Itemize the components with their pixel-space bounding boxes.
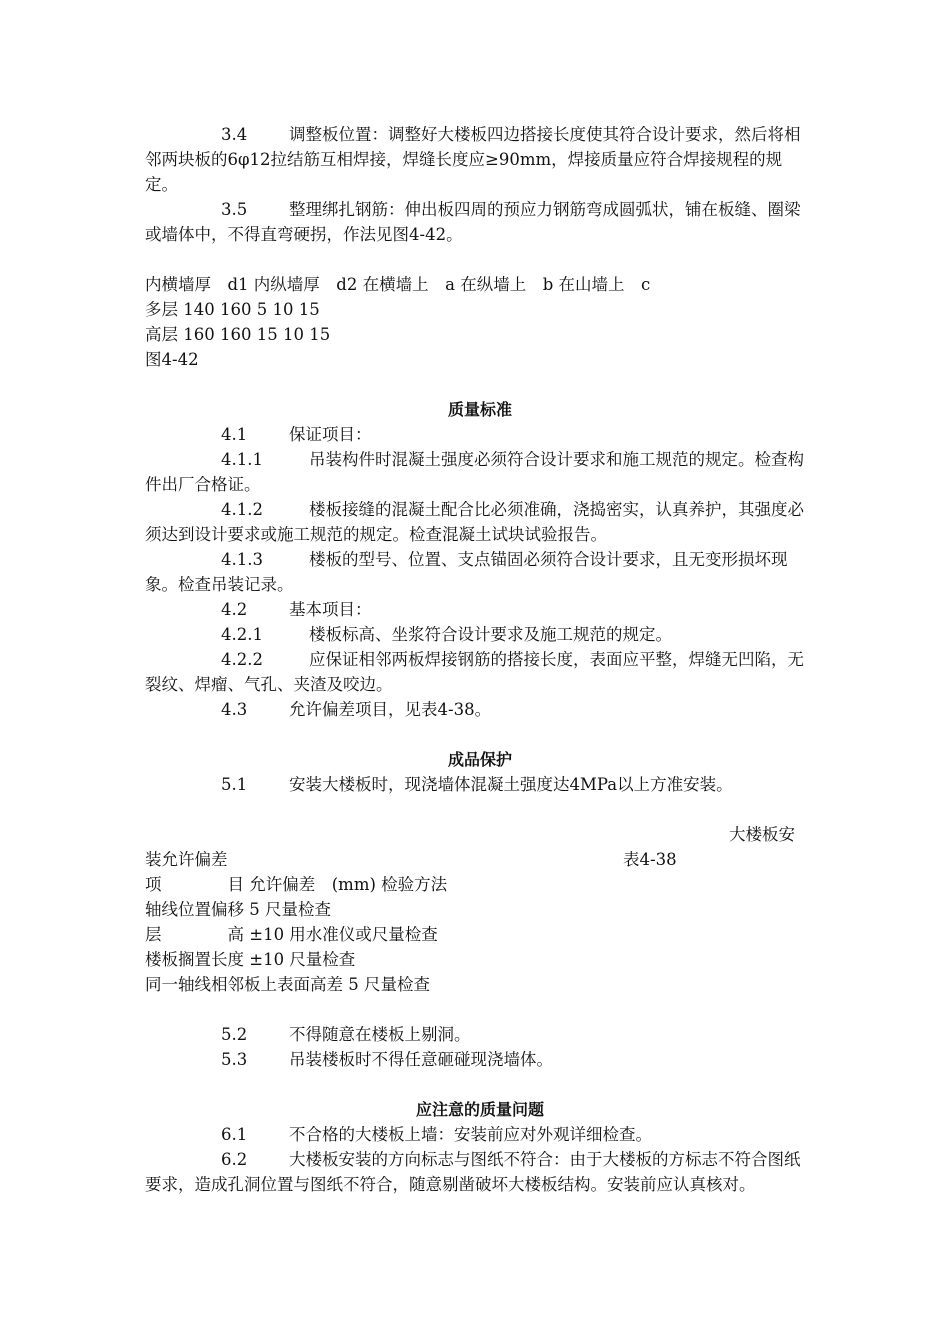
fig-4-42-header: 内横墙厚 d1 内纵墙厚 d2 在横墙上 a 在纵墙上 b 在山墙上 c xyxy=(145,275,651,294)
table-4-38-row: 轴线位置偏移 5 尺量检查 xyxy=(145,900,331,919)
item-number: 3.5 xyxy=(221,200,248,219)
section-4-items xyxy=(145,422,815,722)
fig-4-42-row: 高层 160 160 15 10 15 xyxy=(145,325,331,344)
section-title-quality-standard: 质量标准 xyxy=(447,400,512,419)
item-number: 4.1 xyxy=(221,425,248,444)
para-6-2 xyxy=(145,1147,815,1197)
item-text: 安装大楼板时，现浇墙体混凝土强度达4MPa以上方准安装。 xyxy=(289,775,733,794)
item-text: 允许偏差项目，见表4-38。 xyxy=(289,700,492,719)
table-number: 表4-38 xyxy=(623,850,677,869)
para-4-1-2 xyxy=(145,497,815,547)
table-4-38-caption-part2 xyxy=(145,847,815,872)
item-number: 5.2 xyxy=(221,1025,248,1044)
item-number: 6.1 xyxy=(221,1125,248,1144)
para-6-1 xyxy=(145,1122,815,1147)
item-text: 应保证相邻两板焊接钢筋的搭接长度，表面应平整，焊缝无凹陷，无裂纹、焊瘤、气孔、夹渣及咬边。 xyxy=(145,650,804,694)
item-number: 4.1.1 xyxy=(221,450,263,469)
table-4-38-caption-part1: 大楼板安 xyxy=(729,825,795,844)
item-text: 吊装构件时混凝土强度必须符合设计要求和施工规范的规定。检查构件出厂合格证。 xyxy=(145,450,804,494)
para-5-1 xyxy=(145,772,815,797)
item-number: 4.2.1 xyxy=(221,625,263,644)
para-4-2-2 xyxy=(145,647,815,697)
para-4-1-1 xyxy=(145,447,815,497)
item-text: 整理绑扎钢筋：伸出板四周的预应力钢筋弯成圆弧状，铺在板缝、圈梁或墙体中，不得直弯硬拐，作法见图4-42。 xyxy=(145,200,801,244)
table-4-38-row: 同一轴线相邻板上表面高差 5 尺量检查 xyxy=(145,975,430,994)
para-3-5 xyxy=(145,197,815,247)
table-4-38-row: 层 高 ±10 用水准仪或尺量检查 xyxy=(145,925,438,944)
section-title-quality-issues: 应注意的质量问题 xyxy=(415,1100,544,1119)
fig-4-42-caption: 图4-42 xyxy=(145,350,199,369)
item-text: 大楼板安装的方向标志与图纸不符合：由于大楼板的方标志不符合图纸要求，造成孔洞位置与图纸不符合，随意剔凿破坏大楼板结构。安装前应认真核对。 xyxy=(145,1150,801,1194)
item-number: 4.3 xyxy=(221,700,248,719)
fig-4-42-row: 多层 140 160 5 10 15 xyxy=(145,300,320,319)
item-number: 6.2 xyxy=(221,1150,248,1169)
para-4-2-1 xyxy=(145,622,815,647)
item-number: 3.4 xyxy=(221,125,248,144)
item-number: 4.1.2 xyxy=(221,500,263,519)
item-number: 5.1 xyxy=(221,775,248,794)
para-4-3 xyxy=(145,697,815,722)
para-4-1-3 xyxy=(145,547,815,597)
item-text: 楼板的型号、位置、支点锚固必须符合设计要求，且无变形损坏现象。检查吊装记录。 xyxy=(145,550,788,594)
item-text: 楼板标高、坐浆符合设计要求及施工规范的规定。 xyxy=(309,625,672,644)
item-text: 基本项目： xyxy=(289,600,372,619)
section-title-product-protection: 成品保护 xyxy=(447,750,512,769)
item-text: 楼板接缝的混凝土配合比必须准确，浇捣密实，认真养护，其强度必须达到设计要求或施工规范的规定。检查混凝土试块试验报告。 xyxy=(145,500,804,544)
item-number: 4.2 xyxy=(221,600,248,619)
item-text: 不合格的大楼板上墙：安装前应对外观详细检查。 xyxy=(289,1125,652,1144)
table-4-38-row: 楼板搁置长度 ±10 尺量检查 xyxy=(145,950,356,969)
para-4-2 xyxy=(145,597,815,622)
item-text: 调整板位置：调整好大楼板四边搭接长度使其符合设计要求，然后将相邻两块板的6φ12拉结筋互相焊接，焊缝长度应≥90mm，焊接质量应符合焊接规程的规定。 xyxy=(145,125,801,194)
para-4-1 xyxy=(145,422,815,447)
table-4-38-row: 项 目 允许偏差 (mm) 检验方法 xyxy=(145,875,448,894)
para-3-4 xyxy=(145,122,815,197)
item-text: 不得随意在楼板上剔洞。 xyxy=(289,1025,471,1044)
item-number: 4.1.3 xyxy=(221,550,263,569)
item-number: 4.2.2 xyxy=(221,650,263,669)
item-number: 5.3 xyxy=(221,1050,248,1069)
document-page xyxy=(145,122,815,1197)
para-5-2 xyxy=(145,1022,815,1047)
para-5-3 xyxy=(145,1047,815,1072)
table-caption-text: 装允许偏差 xyxy=(145,850,228,869)
item-text: 吊装楼板时不得任意砸碰现浇墙体。 xyxy=(289,1050,553,1069)
item-text: 保证项目： xyxy=(289,425,372,444)
